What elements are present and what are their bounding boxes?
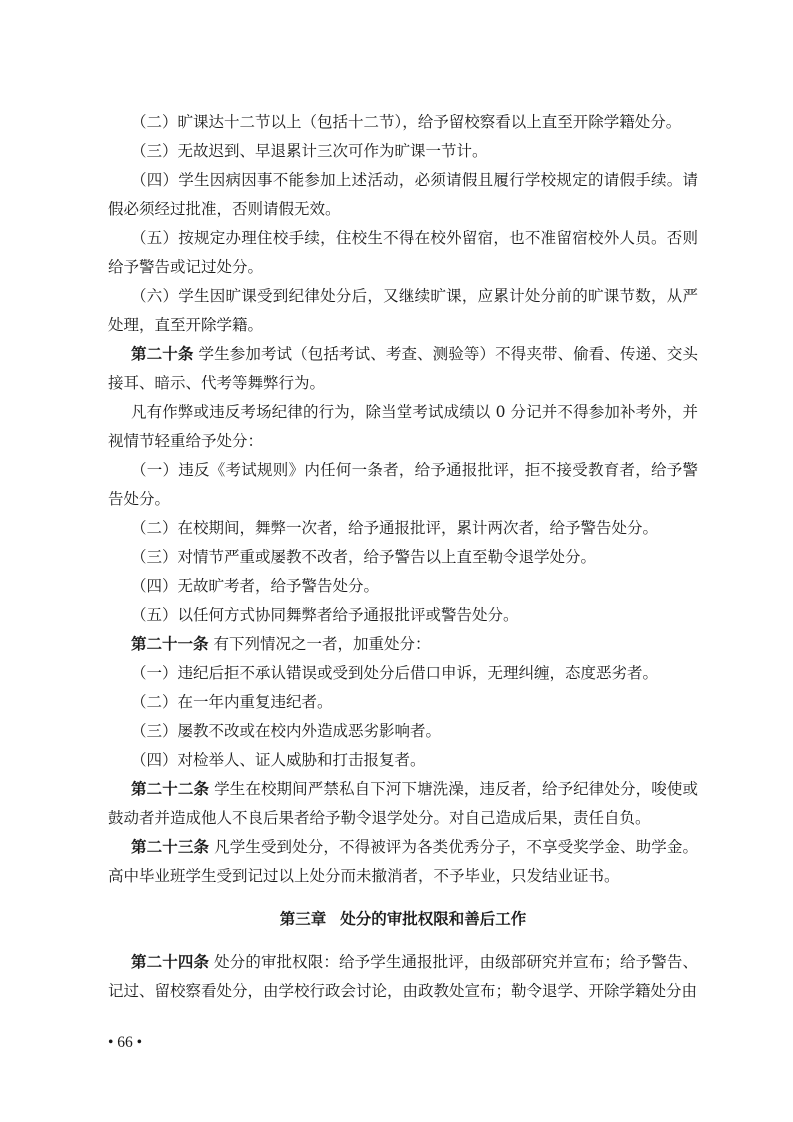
article-paragraph (108, 833, 698, 891)
paragraph-text: （四）学生因病因事不能参加上述活动，必须请假且履行学校规定的请假手续。请假必须经过批准，否则请假无效。 (108, 171, 698, 218)
paragraph (108, 543, 698, 572)
paragraph-text: 凡学生受到处分，不得被评为各类优秀分子，不享受奖学金、助学金。高中毕业班学生受到记过以上处分而未撤消者，不予毕业，只发结业证书。 (108, 838, 698, 885)
paragraph (108, 688, 698, 717)
paragraph-text: （二）旷课达十二节以上（包括十二节），给予留校察看以上直至开除学籍处分。 (131, 113, 682, 131)
article-heading: 第二十一条 (131, 635, 209, 653)
article-paragraph (108, 630, 698, 659)
paragraph-text: （四）对检举人、证人威胁和打击报复者。 (131, 751, 426, 769)
paragraph (108, 514, 698, 543)
paragraph-text: （二）在一年内重复违纪者。 (131, 693, 333, 711)
paragraph-text: 处分的审批权限：给予学生通报批评，由级部研究并宣布；给予警告、记过、留校察看处分，由学校行政会讨论，由政教处宣布；勒令退学、开除学籍处分由 (108, 953, 698, 1000)
paragraph-text: （三）无故迟到、早退累计三次可作为旷课一节计。 (131, 142, 488, 160)
article-heading: 第二十二条 (131, 780, 210, 798)
paragraph-text: 学生在校期间严禁私自下河下塘洗澡，违反者，给予纪律处分，唆使或鼓动者并造成他人不良后果者给予勒令退学处分。对自己造成后果，责任自负。 (108, 780, 698, 827)
paragraph-text: 凡有作弊或违反考场纪律的行为，除当堂考试成绩以 0 分记并不得参加补考外，并视情节轻重给予处分： (108, 403, 698, 450)
paragraph (108, 137, 698, 166)
paragraph (108, 746, 698, 775)
paragraph (108, 456, 698, 514)
page-content (108, 108, 698, 1006)
paragraph (108, 398, 698, 456)
chapter-heading (108, 905, 698, 934)
article-paragraph (108, 775, 698, 833)
article-heading: 第二十条 (131, 345, 194, 363)
paragraph (108, 224, 698, 282)
article-heading: 第二十四条 (131, 953, 210, 971)
paragraph (108, 572, 698, 601)
paragraph-text: （三）对情节严重或屡教不改者，给予警告以上直至勒令退学处分。 (131, 548, 597, 566)
paragraph (108, 659, 698, 688)
paragraph-text: （一）违反《考试规则》内任何一条者，给予通报批评，拒不接受教育者，给予警告处分。 (108, 461, 698, 508)
paragraph-text: 学生参加考试（包括考试、考查、测验等）不得夹带、偷看、传递、交头接耳、暗示、代考等舞弊行为。 (108, 345, 698, 392)
article-heading: 第二十三条 (131, 838, 210, 856)
chapter-title: 处分的审批权限和善后工作 (340, 910, 527, 928)
paragraph-text: （一）违纪后拒不承认错误或受到处分后借口申诉，无理纠缠，态度恶劣者。 (131, 664, 659, 682)
paragraph-text: （四）无故旷考者，给予警告处分。 (131, 577, 380, 595)
paragraph (108, 108, 698, 137)
paragraph (108, 166, 698, 224)
chapter-number: 第三章 (279, 910, 327, 928)
paragraph-text: （五）以任何方式协同舞弊者给予通报批评或警告处分。 (131, 606, 519, 624)
paragraph-text: （二）在校期间，舞弊一次者，给予通报批评，累计两次者，给予警告处分。 (131, 519, 659, 537)
paragraph-text: （五）按规定办理住校手续，住校生不得在校外留宿，也不准留宿校外人员。否则给予警告或记过处分。 (108, 229, 698, 276)
paragraph (108, 282, 698, 340)
paragraph (108, 717, 698, 746)
paragraph-text: （三）屡教不改或在校内外造成恶劣影响者。 (131, 722, 442, 740)
paragraph-text: 有下列情况之一者，加重处分： (213, 635, 431, 653)
article-paragraph (108, 948, 698, 1006)
page-number: • 66 • (108, 1034, 143, 1051)
paragraph-text: （六）学生因旷课受到纪律处分后，又继续旷课，应累计处分前的旷课节数，从严处理，直至开除学籍。 (108, 287, 698, 334)
paragraph (108, 601, 698, 630)
article-paragraph (108, 340, 698, 398)
